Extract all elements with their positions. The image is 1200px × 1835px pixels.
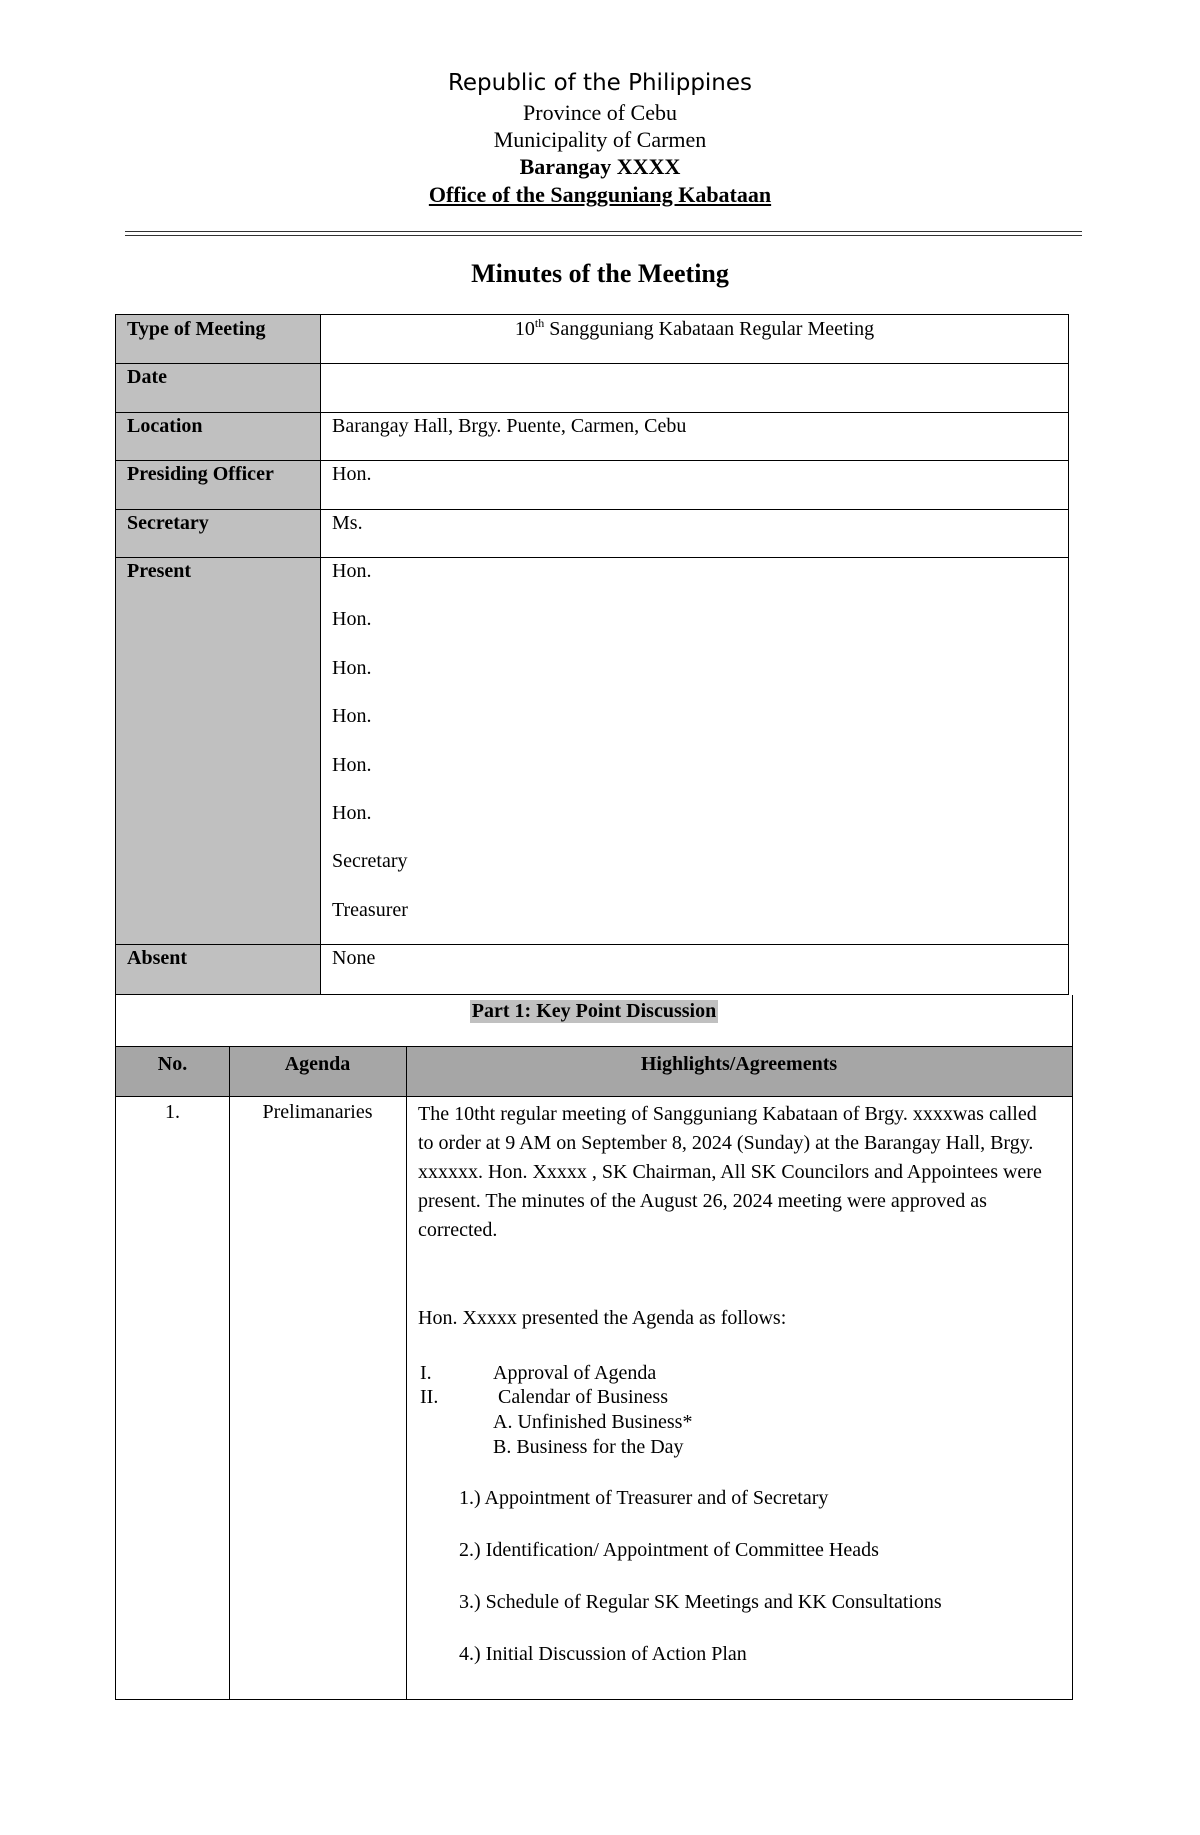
highlights-paragraph: The 10tht regular meeting of Sangguniang Kabataan of Brgy. xxxxwas called to order at 9 AM on September 8, 2024 (Sunday) at the Barangay Hall, Brgy. xxxxxx. Hon. Xxxxx , SK Chairman, All SK Councilors and Appointees were present. The minutes of the August 26, 2024 meeting were approved as corrected. (418, 1103, 1042, 1241)
header-divider-bottom (125, 235, 1082, 236)
agenda-item-number: I. (420, 1362, 432, 1384)
presiding-officer-label: Presiding Officer (116, 460, 321, 509)
agenda-item-number: II. (420, 1386, 439, 1408)
agenda-item-text: Calendar of Business (498, 1386, 668, 1408)
present-item: Hon. (332, 560, 372, 582)
present-item: Secretary (332, 850, 408, 873)
agenda-subitem: B. Business for the Day (493, 1436, 684, 1458)
presiding-officer-value: Hon. (332, 463, 372, 485)
present-item: Treasurer (332, 898, 408, 921)
present-label: Present (116, 557, 321, 944)
present-item: Hon. (332, 608, 372, 631)
secretary-label: Secretary (116, 509, 321, 557)
row-highlights (418, 1100, 1048, 1245)
business-item: 2.) Identification/ Appointment of Committee Heads (459, 1539, 879, 1561)
present-item: Hon. (332, 753, 372, 776)
location-label: Location (116, 412, 321, 460)
column-divider (406, 1047, 407, 1699)
header-divider-top (125, 231, 1082, 232)
business-item: 1.) Appointment of Treasurer and of Secretary (459, 1487, 829, 1509)
header-barangay: Barangay XXXX (519, 154, 681, 179)
present-item: Hon. (332, 705, 372, 728)
present-list (321, 557, 1068, 947)
agenda-subitem: A. Unfinished Business* (493, 1411, 693, 1433)
type-ordinal-suffix: th (534, 316, 545, 330)
header-office: Office of the Sangguniang Kabataan (428, 182, 772, 207)
type-text: Sangguniang Kabataan Regular Meeting (544, 318, 875, 340)
meeting-info-table (115, 314, 1069, 995)
header-province: Province of Cebu (523, 100, 677, 125)
date-label: Date (116, 363, 321, 412)
present-item: Hon. (332, 801, 372, 824)
header-agenda: Agenda (284, 1053, 351, 1075)
document-title: Minutes of the Meeting (471, 259, 729, 288)
part1-title: Part 1: Key Point Discussion (471, 1000, 717, 1022)
row-agenda: Prelimanaries (262, 1101, 373, 1123)
row-number: 1. (165, 1101, 180, 1123)
header-highlights: Highlights/Agreements (640, 1053, 838, 1075)
business-item: 3.) Schedule of Regular SK Meetings and KK Consultations (459, 1591, 942, 1613)
part1-heading-row (115, 995, 1073, 1047)
secretary-value: Ms. (332, 512, 363, 534)
header-municipality: Municipality of Carmen (493, 127, 707, 152)
column-divider (229, 1047, 230, 1699)
agenda-table (115, 1047, 1073, 1700)
business-item: 4.) Initial Discussion of Action Plan (459, 1643, 747, 1665)
present-item: Hon. (332, 656, 372, 679)
absent-value: None (332, 947, 376, 969)
absent-label: Absent (116, 944, 321, 994)
header-republic: Republic of the Philippines (447, 70, 753, 96)
type-of-meeting-value (321, 315, 1068, 341)
agenda-presented-text: Hon. Xxxxx presented the Agenda as follows: (418, 1307, 787, 1329)
location-value: Barangay Hall, Brgy. Puente, Carmen, Cebu (332, 415, 687, 437)
type-of-meeting-label: Type of Meeting (116, 315, 321, 363)
agenda-item-text: Approval of Agenda (493, 1362, 657, 1384)
date-value (321, 363, 1068, 366)
type-ordinal: 10 (514, 318, 535, 340)
header-no: No. (157, 1053, 188, 1075)
